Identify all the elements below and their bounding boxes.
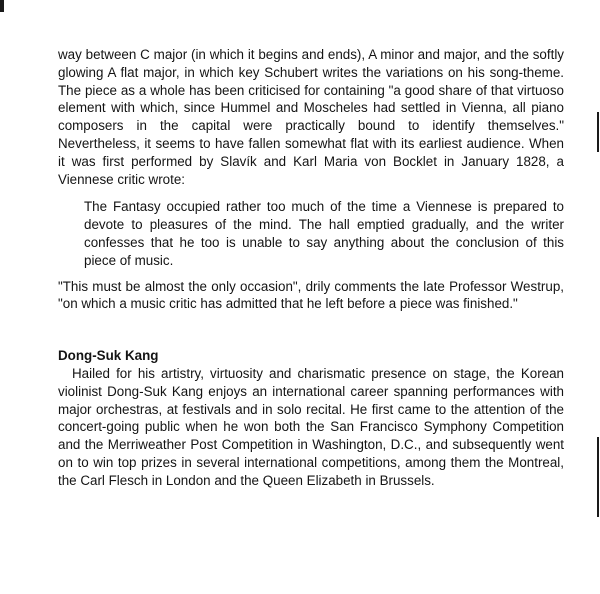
block-quote: The Fantasy occupied rather too much of the time a Viennese is prepared to devote to pleasures of the mind. The hall emptied gradually, and the writer confesses that he too is unable to say anything about the conclusion of this piece of music. xyxy=(84,199,564,268)
scan-edge-mark xyxy=(597,112,599,152)
document-page xyxy=(58,46,564,490)
section-heading: Dong-Suk Kang xyxy=(58,348,159,364)
body-paragraph: "This must be almost the only occasion", drily comments the late Professor Westrup, "on which a music critic has admitted that he left before a piece was finished." xyxy=(58,278,564,312)
scan-edge-mark xyxy=(597,437,599,517)
body-paragraph: Hailed for his artistry, virtuosity and charismatic presence on stage, the Korean violinist Dong-Suk Kang enjoys an international career spanning performances with major orchestras, at festivals and in solo recital. He first came to the attention of the concert-going public when he won both the San Francisco Symphony Competition and the Merriweather Post Competition in Washington, D.C., and subsequently went on to win top prizes in several international competitions, among them the Montreal, the Carl Flesch in London and the Queen Elizabeth in Brussels. xyxy=(58,365,564,488)
body-paragraph: way between C major (in which it begins and ends), A minor and major, and the softly glowing A flat major, in which key Schubert writes the variations on his song-theme. The piece as a whole has been criticised for containing "a good share of that virtuoso element with which, since Hummel and Moscheles had settled in Vienna, all piano composers in the capital were practically bound to identify themselves." Nevertheless, it seems to have fallen somewhat flat with its earliest audience. When it was first performed by Slavík and Karl Maria von Bocklet in January 1828, a Viennese critic wrote: xyxy=(58,47,564,187)
scan-edge-mark xyxy=(0,0,4,12)
